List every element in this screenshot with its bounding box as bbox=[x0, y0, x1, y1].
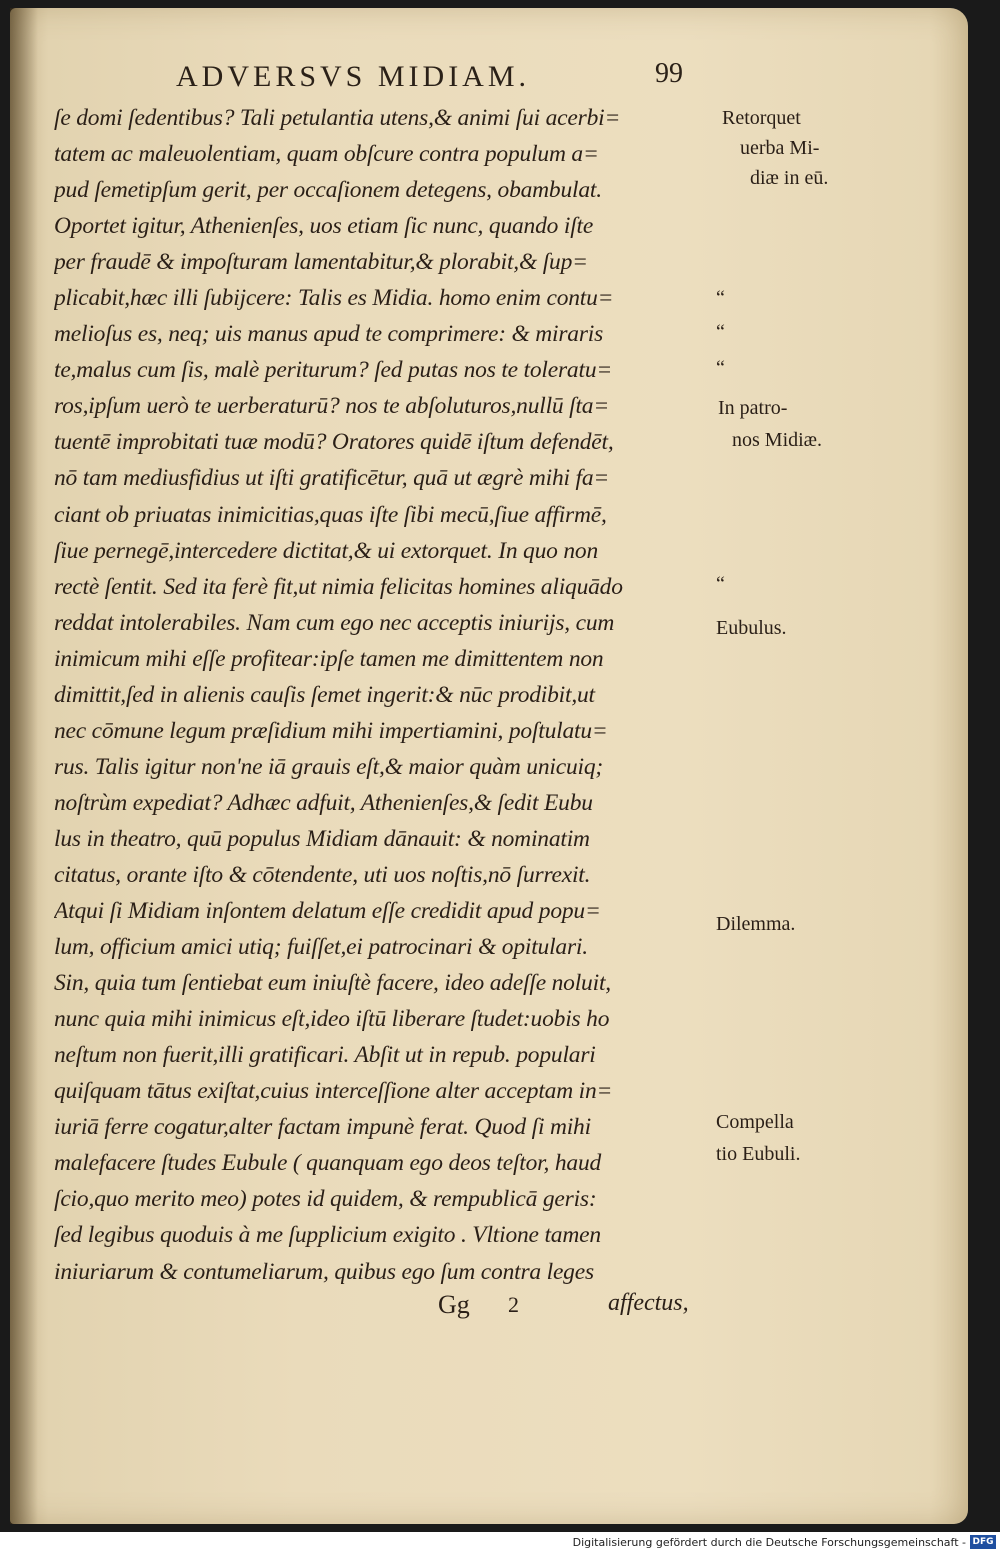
text-line: inimicum mihi eſſe profitear:ipſe tamen me dimittentem non bbox=[54, 645, 604, 672]
text-line: nec cōmune legum præſidium mihi impertiamini, poſtulatu= bbox=[54, 717, 608, 744]
text-line: neſtum non fuerit,illi gratificari. Abſit ut in repub. populari bbox=[54, 1042, 596, 1069]
marginal-note: nos Midiæ. bbox=[732, 429, 823, 451]
text-line: dimittit,ſed in alienis cauſis ſemet ingerit:& nūc prodibit,ut bbox=[54, 681, 595, 708]
text-line: te,malus cum ſis, malè periturum? ſed putas nos te toleratu= bbox=[54, 357, 613, 384]
text-line: ſcio,quo merito meo) potes id quidem, & rempublicā geris: bbox=[54, 1186, 597, 1213]
marginal-note: diæ in eū. bbox=[750, 167, 829, 189]
text-line: Atqui ſi Midiam inſontem delatum eſſe credidit apud popu= bbox=[54, 898, 601, 925]
text-line: malefacere ſtudes Eubule ( quanquam ego deos teſtor, haud bbox=[54, 1150, 602, 1177]
signature-number: 2 bbox=[508, 1292, 519, 1317]
text-line: ciant ob priuatas inimicitias,quas iſte ſibi mecū,ſiue affirmē, bbox=[54, 501, 607, 528]
text-line: ſed legibus quoduis à me ſupplicium exigito . Vltione tamen bbox=[54, 1222, 601, 1249]
text-line: reddat intolerabiles. Nam cum ego nec acceptis iniurijs, cum bbox=[54, 609, 615, 636]
marginal-note: Retorquet bbox=[722, 107, 801, 129]
text-line: ſiue pernegē,intercedere dictitat,& ui extorquet. In quo non bbox=[54, 537, 599, 564]
text-line: noſtrùm expediat? Adhæc adfuit, Athenienſes,& ſedit Eubu bbox=[54, 789, 593, 816]
text-line: quiſquam tātus exiſtat,cuius interceſſione alter acceptam in= bbox=[54, 1078, 613, 1105]
page-number: 99 bbox=[655, 58, 683, 89]
dfg-logo-icon: DFG bbox=[970, 1535, 996, 1549]
text-line: per fraudē & impoſturam lamentabitur,& plorabit,& ſup= bbox=[54, 249, 588, 276]
text-line: rus. Talis igitur non'ne iā grauis eſt,& maior quàm unicuiq; bbox=[54, 753, 604, 780]
catchword: affectus, bbox=[608, 1290, 689, 1316]
text-line: nunc quia mihi inimicus eſt,ideo iſtū liberare ſtudet:uobis ho bbox=[54, 1006, 610, 1033]
text-line: iuriā ferre cogatur,alter factam impunè ferat. Quod ſi mihi bbox=[54, 1114, 591, 1141]
text-line: citatus, orante iſto & cōtendente, uti uos noſtis,nō ſurrexit. bbox=[54, 861, 591, 888]
marginal-quote-mark: “ bbox=[716, 321, 725, 343]
marginal-note: uerba Mi- bbox=[740, 137, 820, 159]
body-text bbox=[54, 100, 718, 1290]
marginal-note: tio Eubuli. bbox=[716, 1143, 801, 1165]
marginal-quote-mark: “ bbox=[716, 287, 725, 309]
text-line: plicabit,hæc illi ſubijcere: Talis es Midia. homo enim contu= bbox=[54, 285, 614, 312]
text-line: Oportet igitur, Athenienſes, uos etiam ſic nunc, quando iſte bbox=[54, 213, 594, 240]
page-gutter-shadow bbox=[10, 8, 38, 1524]
text-line: nō tam mediusfidius ut iſti gratificētur, quā ut ægrè mihi fa= bbox=[54, 465, 610, 492]
marginal-note: Compella bbox=[716, 1111, 794, 1133]
text-line: lus in theatro, quū populus Midiam dānauit: & nominatim bbox=[54, 825, 590, 852]
text-line: ſe domi ſedentibus? Tali petulantia utens,& animi ſui acerbi= bbox=[54, 105, 621, 131]
signature-mark: Gg bbox=[438, 1290, 470, 1319]
text-line: rectè ſentit. Sed ita ferè fit,ut nimia felicitas homines aliquādo bbox=[54, 573, 623, 600]
marginal-note: In patro- bbox=[718, 397, 788, 419]
marginal-quote-mark: “ bbox=[716, 357, 725, 379]
text-line: lum, officium amici utiq; fuiſſet,ei patrocinari & opitulari. bbox=[54, 934, 588, 961]
text-line: tatem ac maleuolentiam, quam obſcure contra populum a= bbox=[54, 141, 599, 168]
text-line: melioſus es, neq; uis manus apud te comprimere: & miraris bbox=[54, 321, 604, 348]
text-line: pud ſemetipſum gerit, per occaſionem detegens, obambulat. bbox=[54, 177, 602, 204]
marginal-note: Dilemma. bbox=[716, 913, 796, 935]
marginal-note: Eubulus. bbox=[716, 617, 787, 639]
running-head: ADVERSVS MIDIAM. bbox=[176, 60, 531, 93]
text-line: ros,ipſum uerò te uerberaturū? nos te abſoluturos,nullū ſta= bbox=[54, 393, 610, 420]
funding-notice: Digitalisierung gefördert durch die Deutsche Forschungsgemeinschaft - bbox=[572, 1536, 966, 1549]
text-line: iniuriarum & contumeliarum, quibus ego ſum contra leges bbox=[54, 1258, 594, 1285]
marginal-quote-mark: “ bbox=[716, 573, 725, 595]
text-line: tuentē improbitati tuæ modū? Oratores quidē iſtum defendēt, bbox=[54, 429, 614, 456]
text-line: Sin, quia tum ſentiebat eum iniuſtè facere, ideo adeſſe noluit, bbox=[54, 970, 611, 997]
